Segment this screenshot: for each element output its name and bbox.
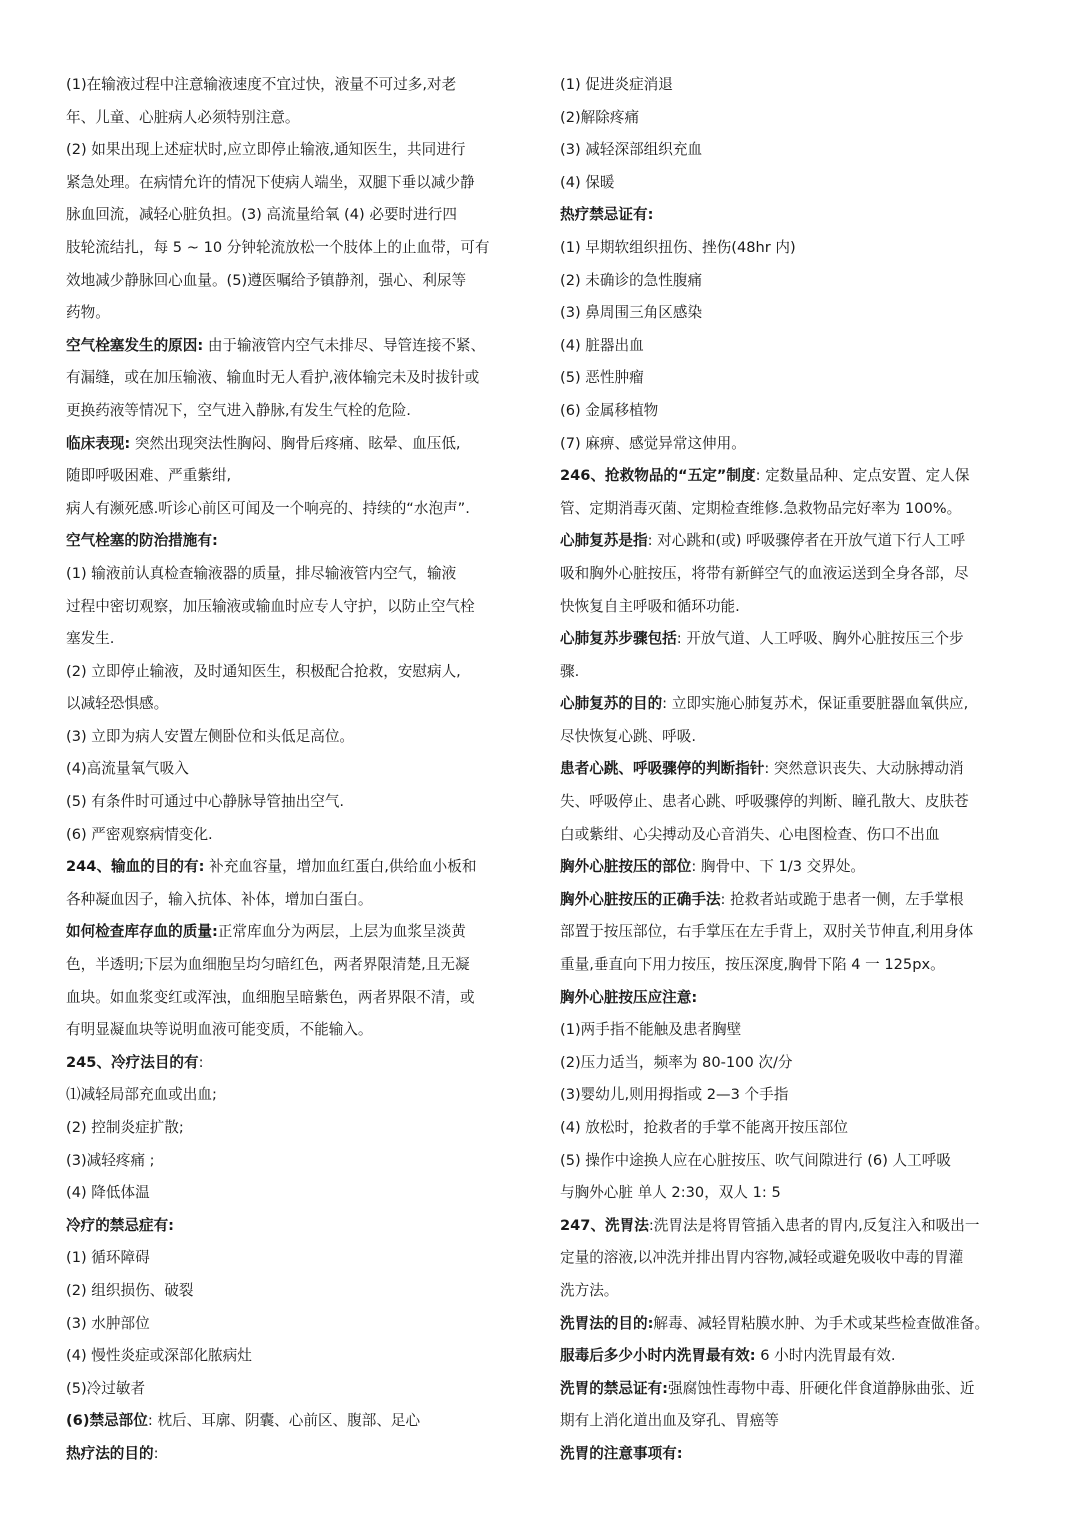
body-text: 效地减少静脉回心血量。(5)遵医嘱给予镇静剂，强心、利尿等 <box>66 271 467 289</box>
heading-text: 胸外心脏按压的部位 <box>560 858 692 876</box>
heading-text: 244、输血的目的有: <box>66 858 205 876</box>
text-line <box>560 199 1022 232</box>
body-text: 强腐蚀性毒物中毒、肝硬化伴食道静脉曲张、近 <box>668 1379 975 1397</box>
body-text: (1) 促进炎症消退 <box>560 76 673 93</box>
text-line <box>560 297 1022 330</box>
text-line <box>560 721 1022 754</box>
text-line <box>66 493 528 526</box>
body-text: 定量的溶液,以冲洗并排出胃内容物,减轻或避免吸收中毒的胃灌 <box>560 1249 964 1267</box>
body-text: (3) 减轻深部组织充血 <box>560 141 703 159</box>
text-line <box>560 362 1022 395</box>
text-line <box>66 982 528 1015</box>
text-line <box>66 395 528 428</box>
body-text: (5) 操作中途换人应在心脏按压、吹气间隙进行 (6) 人工呼吸 <box>560 1151 951 1169</box>
text-line <box>560 460 1022 493</box>
text-line <box>560 688 1022 721</box>
body-text: 重量,垂直向下用力按压，按压深度,胸骨下陷 4 一 125px。 <box>560 956 945 974</box>
text-line <box>66 819 528 852</box>
text-line <box>66 851 528 884</box>
heading-text: 245、冷疗法目的有 <box>66 1053 199 1071</box>
body-text: (2)压力适当，频率为 80-100 次/分 <box>560 1053 793 1071</box>
text-line <box>66 1405 528 1438</box>
body-text: 随即呼吸困难、严重紫绀, <box>66 467 232 485</box>
body-text: : 定数量品种、定点安置、定人保 <box>755 467 970 485</box>
body-text: (2) 未确诊的急性腹痛 <box>560 271 703 289</box>
text-line <box>560 786 1022 819</box>
text-line <box>560 623 1022 656</box>
text-line <box>560 1177 1022 1210</box>
body-text: : 枕后、耳廓、阴囊、心前区、腹部、足心 <box>147 1412 421 1430</box>
body-text: (3) 水肿部位 <box>66 1314 150 1332</box>
heading-text: 洗胃法的目的: <box>560 1314 654 1332</box>
body-text: : 对心跳和(或) 呼吸骤停者在开放气道下行人工呼 <box>647 532 966 550</box>
text-line <box>66 199 528 232</box>
heading-text: (6)禁忌部位 <box>66 1412 148 1430</box>
text-line <box>66 884 528 917</box>
body-text: (1) 循环障碍 <box>66 1249 150 1267</box>
text-line <box>560 558 1022 591</box>
text-line <box>66 753 528 786</box>
text-line <box>66 1145 528 1178</box>
body-text: 脉血回流，减轻心脏负担。(3) 高流量给氧 (4) 必要时进行四 <box>66 206 457 224</box>
body-text: 正常库血分为两层，上层为血浆呈淡黄 <box>217 923 466 941</box>
body-text: 部置于按压部位，右手掌压在左手背上，双肘关节伸直,利用身体 <box>560 923 974 941</box>
text-line <box>560 1210 1022 1243</box>
text-line <box>66 428 528 461</box>
text-line <box>560 1242 1022 1275</box>
right-column <box>560 69 1022 1471</box>
text-line <box>560 884 1022 917</box>
body-text: 有漏缝，或在加压输液、输血时无人看护,液体输完未及时拔针或 <box>66 369 480 387</box>
text-line <box>66 591 528 624</box>
text-line <box>66 688 528 721</box>
text-line <box>66 69 528 102</box>
body-text: (4)高流量氧气吸入 <box>66 760 189 778</box>
heading-text: 洗胃的禁忌证有: <box>560 1379 668 1397</box>
text-line <box>66 1373 528 1406</box>
text-line <box>66 525 528 558</box>
text-line <box>560 819 1022 852</box>
body-text: 白或紫绀、心尖搏动及心音消失、心电图检查、伤口不出血 <box>560 825 940 843</box>
text-line <box>66 1177 528 1210</box>
text-line <box>66 721 528 754</box>
body-text: : 立即实施心肺复苏术，保证重要脏器血氧供应, <box>662 695 969 713</box>
body-text: (2) 控制炎症扩散; <box>66 1119 184 1136</box>
body-text: (6) 严密观察病情变化. <box>66 825 213 843</box>
body-text: 6 小时内洗胃最有效. <box>755 1347 896 1365</box>
body-text: (5) 恶性肿瘤 <box>560 369 644 387</box>
heading-text: 心肺复苏步骤包括 <box>560 630 677 648</box>
heading-text: 空气栓塞的防治措施有: <box>66 532 218 550</box>
left-column <box>66 69 528 1471</box>
text-line <box>560 591 1022 624</box>
text-line <box>560 102 1022 135</box>
text-line <box>560 1275 1022 1308</box>
text-line <box>560 982 1022 1015</box>
text-line <box>560 851 1022 884</box>
text-line <box>66 265 528 298</box>
body-text: (2) 如果出现上述症状时,应立即停止输液,通知医生，共同进行 <box>66 141 466 159</box>
body-text: 年、儿童、心脏病人必须特别注意。 <box>66 108 300 126</box>
text-line <box>66 102 528 135</box>
text-line <box>560 1079 1022 1112</box>
heading-text: 热疗禁忌证有: <box>560 206 654 224</box>
body-text: (5)冷过敏者 <box>66 1379 146 1397</box>
text-line <box>560 1014 1022 1047</box>
body-text: :洗胃法是将胃管插入患者的胃内,反复注入和吸出一 <box>648 1216 980 1234</box>
body-text: (4) 保暖 <box>560 173 615 191</box>
text-line <box>560 1145 1022 1178</box>
text-line <box>66 167 528 200</box>
text-line <box>560 753 1022 786</box>
text-line <box>560 949 1022 982</box>
text-line <box>560 1047 1022 1080</box>
text-line <box>560 916 1022 949</box>
body-text: : 胸骨中、下 1/3 交界处。 <box>691 858 866 876</box>
body-text: (4) 脏器出血 <box>560 336 644 354</box>
text-line <box>66 1308 528 1341</box>
body-text: 快恢复自主呼吸和循环功能. <box>560 597 740 615</box>
heading-text: 临床表现: <box>66 434 131 452</box>
text-line <box>66 1014 528 1047</box>
body-text: 以减轻恐惧感。 <box>66 695 169 713</box>
body-text: (1) 输液前认真检查输液器的质量，排尽输液管内空气，输液 <box>66 564 457 582</box>
body-text: 肢轮流结扎，每 5 ~ 10 分钟轮流放松一个肢体上的止血带，可有 <box>66 238 490 256</box>
body-text: 管、定期消毒灭菌、定期检查维修.急救物品完好率为 100%。 <box>560 499 962 517</box>
body-text: 过程中密切观察，加压输液或输血时应专人守护，以防止空气栓 <box>66 597 475 615</box>
text-line <box>560 1438 1022 1471</box>
body-text: : 开放气道、人工呼吸、胸外心脏按压三个步 <box>676 630 964 648</box>
text-line <box>66 134 528 167</box>
heading-text: 冷疗的禁忌症有: <box>66 1216 174 1234</box>
text-line <box>66 558 528 591</box>
body-text: 药物。 <box>66 304 110 322</box>
body-text: : 抢救者站或跪于患者一侧，左手掌根 <box>720 890 964 908</box>
text-line <box>66 460 528 493</box>
body-text: : 突然意识丧失、大动脉搏动消 <box>764 760 964 778</box>
heading-text: 心肺复苏是指 <box>560 532 648 550</box>
text-line <box>66 1210 528 1243</box>
body-text: 期有上消化道出血及穿孔、胃癌等 <box>560 1412 779 1430</box>
text-line <box>560 1405 1022 1438</box>
body-text: 与胸外心脏 单人 2:30，双人 1: 5 <box>560 1184 781 1202</box>
body-text: (1)在输液过程中注意输液速度不宜过快，液量不可过多,对老 <box>66 76 457 93</box>
body-text: (3)减轻疼痛 ; <box>66 1151 155 1169</box>
text-line <box>66 330 528 363</box>
text-line <box>560 525 1022 558</box>
body-text: (4) 放松时，抢救者的手掌不能离开按压部位 <box>560 1119 849 1136</box>
text-line <box>560 1340 1022 1373</box>
body-text: (3) 立即为病人安置左侧卧位和头低足高位。 <box>66 727 355 745</box>
body-text: 吸和胸外心脏按压，将带有新鲜空气的血液运送到全身各部，尽 <box>560 564 969 582</box>
heading-text: 247、洗胃法 <box>560 1216 649 1234</box>
heading-text: 热疗法的目的 <box>66 1444 154 1462</box>
body-text: 骤. <box>560 662 580 680</box>
text-line <box>66 362 528 395</box>
text-line <box>66 1438 528 1471</box>
heading-text: 心肺复苏的目的 <box>560 695 663 713</box>
body-text: (3) 鼻周围三角区感染 <box>560 304 703 322</box>
body-text: (6) 金属移植物 <box>560 401 659 419</box>
body-text: : <box>198 1053 204 1071</box>
body-text: 血块。如血浆变红或浑浊，血细胞呈暗紫色，两者界限不清，或 <box>66 988 475 1006</box>
text-line <box>66 623 528 656</box>
text-line <box>560 134 1022 167</box>
text-line <box>560 1308 1022 1341</box>
text-line <box>560 428 1022 461</box>
body-text: 补充血容量，增加血红蛋白,供给血小板和 <box>204 858 477 876</box>
body-text: (1)两手指不能触及患者胸壁 <box>560 1021 742 1039</box>
body-text: 有明显凝血块等说明血液可能变质，不能输入。 <box>66 1021 373 1039</box>
text-line <box>66 1340 528 1373</box>
body-text: (2) 组织损伤、破裂 <box>66 1281 194 1299</box>
body-text: (4) 降低体温 <box>66 1184 150 1202</box>
heading-text: 患者心跳、呼吸骤停的判断指针 <box>560 760 765 778</box>
text-line <box>66 949 528 982</box>
body-text: 病人有濒死感.听诊心前区可闻及一个响亮的、持续的“水泡声”. <box>66 499 470 517</box>
heading-text: 空气栓塞发生的原因: <box>66 336 204 354</box>
text-line <box>560 1112 1022 1145</box>
text-line <box>66 297 528 330</box>
body-text: 洗方法。 <box>560 1281 619 1299</box>
text-line <box>66 1275 528 1308</box>
body-text: : <box>153 1444 159 1462</box>
text-line <box>560 265 1022 298</box>
text-line <box>66 1079 528 1112</box>
body-text: 由于输液管内空气未排尽、导管连接不紧、 <box>203 336 486 354</box>
body-text: 尽快恢复心跳、呼吸. <box>560 727 696 745</box>
body-text: 突然出现突法性胸闷、胸骨后疼痛、眩晕、血压低, <box>130 434 461 452</box>
text-line <box>66 1242 528 1275</box>
body-text: 失、呼吸停止、患者心跳、呼吸骤停的判断、瞳孔散大、皮肤苍 <box>560 793 969 811</box>
heading-text: 246、抢救物品的“五定”制度 <box>560 467 756 485</box>
body-text: (7) 麻痹、感觉异常这伸用。 <box>560 434 746 452</box>
body-text: 更换药液等情况下，空气进入静脉,有发生气栓的危险. <box>66 401 411 419</box>
body-text: 塞发生. <box>66 630 115 648</box>
heading-text: 胸外心脏按压应注意: <box>560 988 698 1006</box>
text-line <box>66 1112 528 1145</box>
body-text: ⑴减轻局部充血或出血; <box>66 1086 217 1104</box>
text-line <box>560 493 1022 526</box>
text-line <box>560 69 1022 102</box>
body-text: (3)婴幼儿,则用拇指或 2—3 个手指 <box>560 1086 789 1104</box>
body-text: 各种凝血因子，输入抗体、补体，增加白蛋白。 <box>66 890 373 908</box>
text-line <box>66 1047 528 1080</box>
heading-text: 洗胃的注意事项有: <box>560 1444 683 1462</box>
text-line <box>560 1373 1022 1406</box>
text-line <box>560 656 1022 689</box>
heading-text: 服毒后多少小时内洗胃最有效: <box>560 1347 756 1365</box>
heading-text: 胸外心脏按压的正确手法 <box>560 890 721 908</box>
text-line <box>560 167 1022 200</box>
body-text: 解毒、减轻胃粘膜水肿、为手术或某些检查做准备。 <box>653 1314 990 1332</box>
body-text: 紧急处理。在病情允许的情况下使病人端坐，双腿下垂以减少静 <box>66 173 475 191</box>
body-text: (4) 慢性炎症或深部化脓病灶 <box>66 1347 252 1365</box>
text-line <box>66 916 528 949</box>
text-line <box>560 232 1022 265</box>
body-text: (5) 有条件时可通过中心静脉导管抽出空气. <box>66 793 345 811</box>
text-line <box>560 395 1022 428</box>
text-line <box>66 786 528 819</box>
body-text: (2)解除疼痛 <box>560 108 640 126</box>
body-text: (1) 早期软组织扭伤、挫伤(48hr 内) <box>560 238 796 256</box>
text-line <box>66 232 528 265</box>
text-line <box>66 656 528 689</box>
body-text: (2) 立即停止输液，及时通知医生，积极配合抢救，安慰病人, <box>66 662 461 680</box>
text-line <box>560 330 1022 363</box>
heading-text: 如何检查库存血的质量: <box>66 923 218 941</box>
body-text: 色，半透明;下层为血细胞呈均匀暗红色，两者界限清楚,且无凝 <box>66 956 470 974</box>
